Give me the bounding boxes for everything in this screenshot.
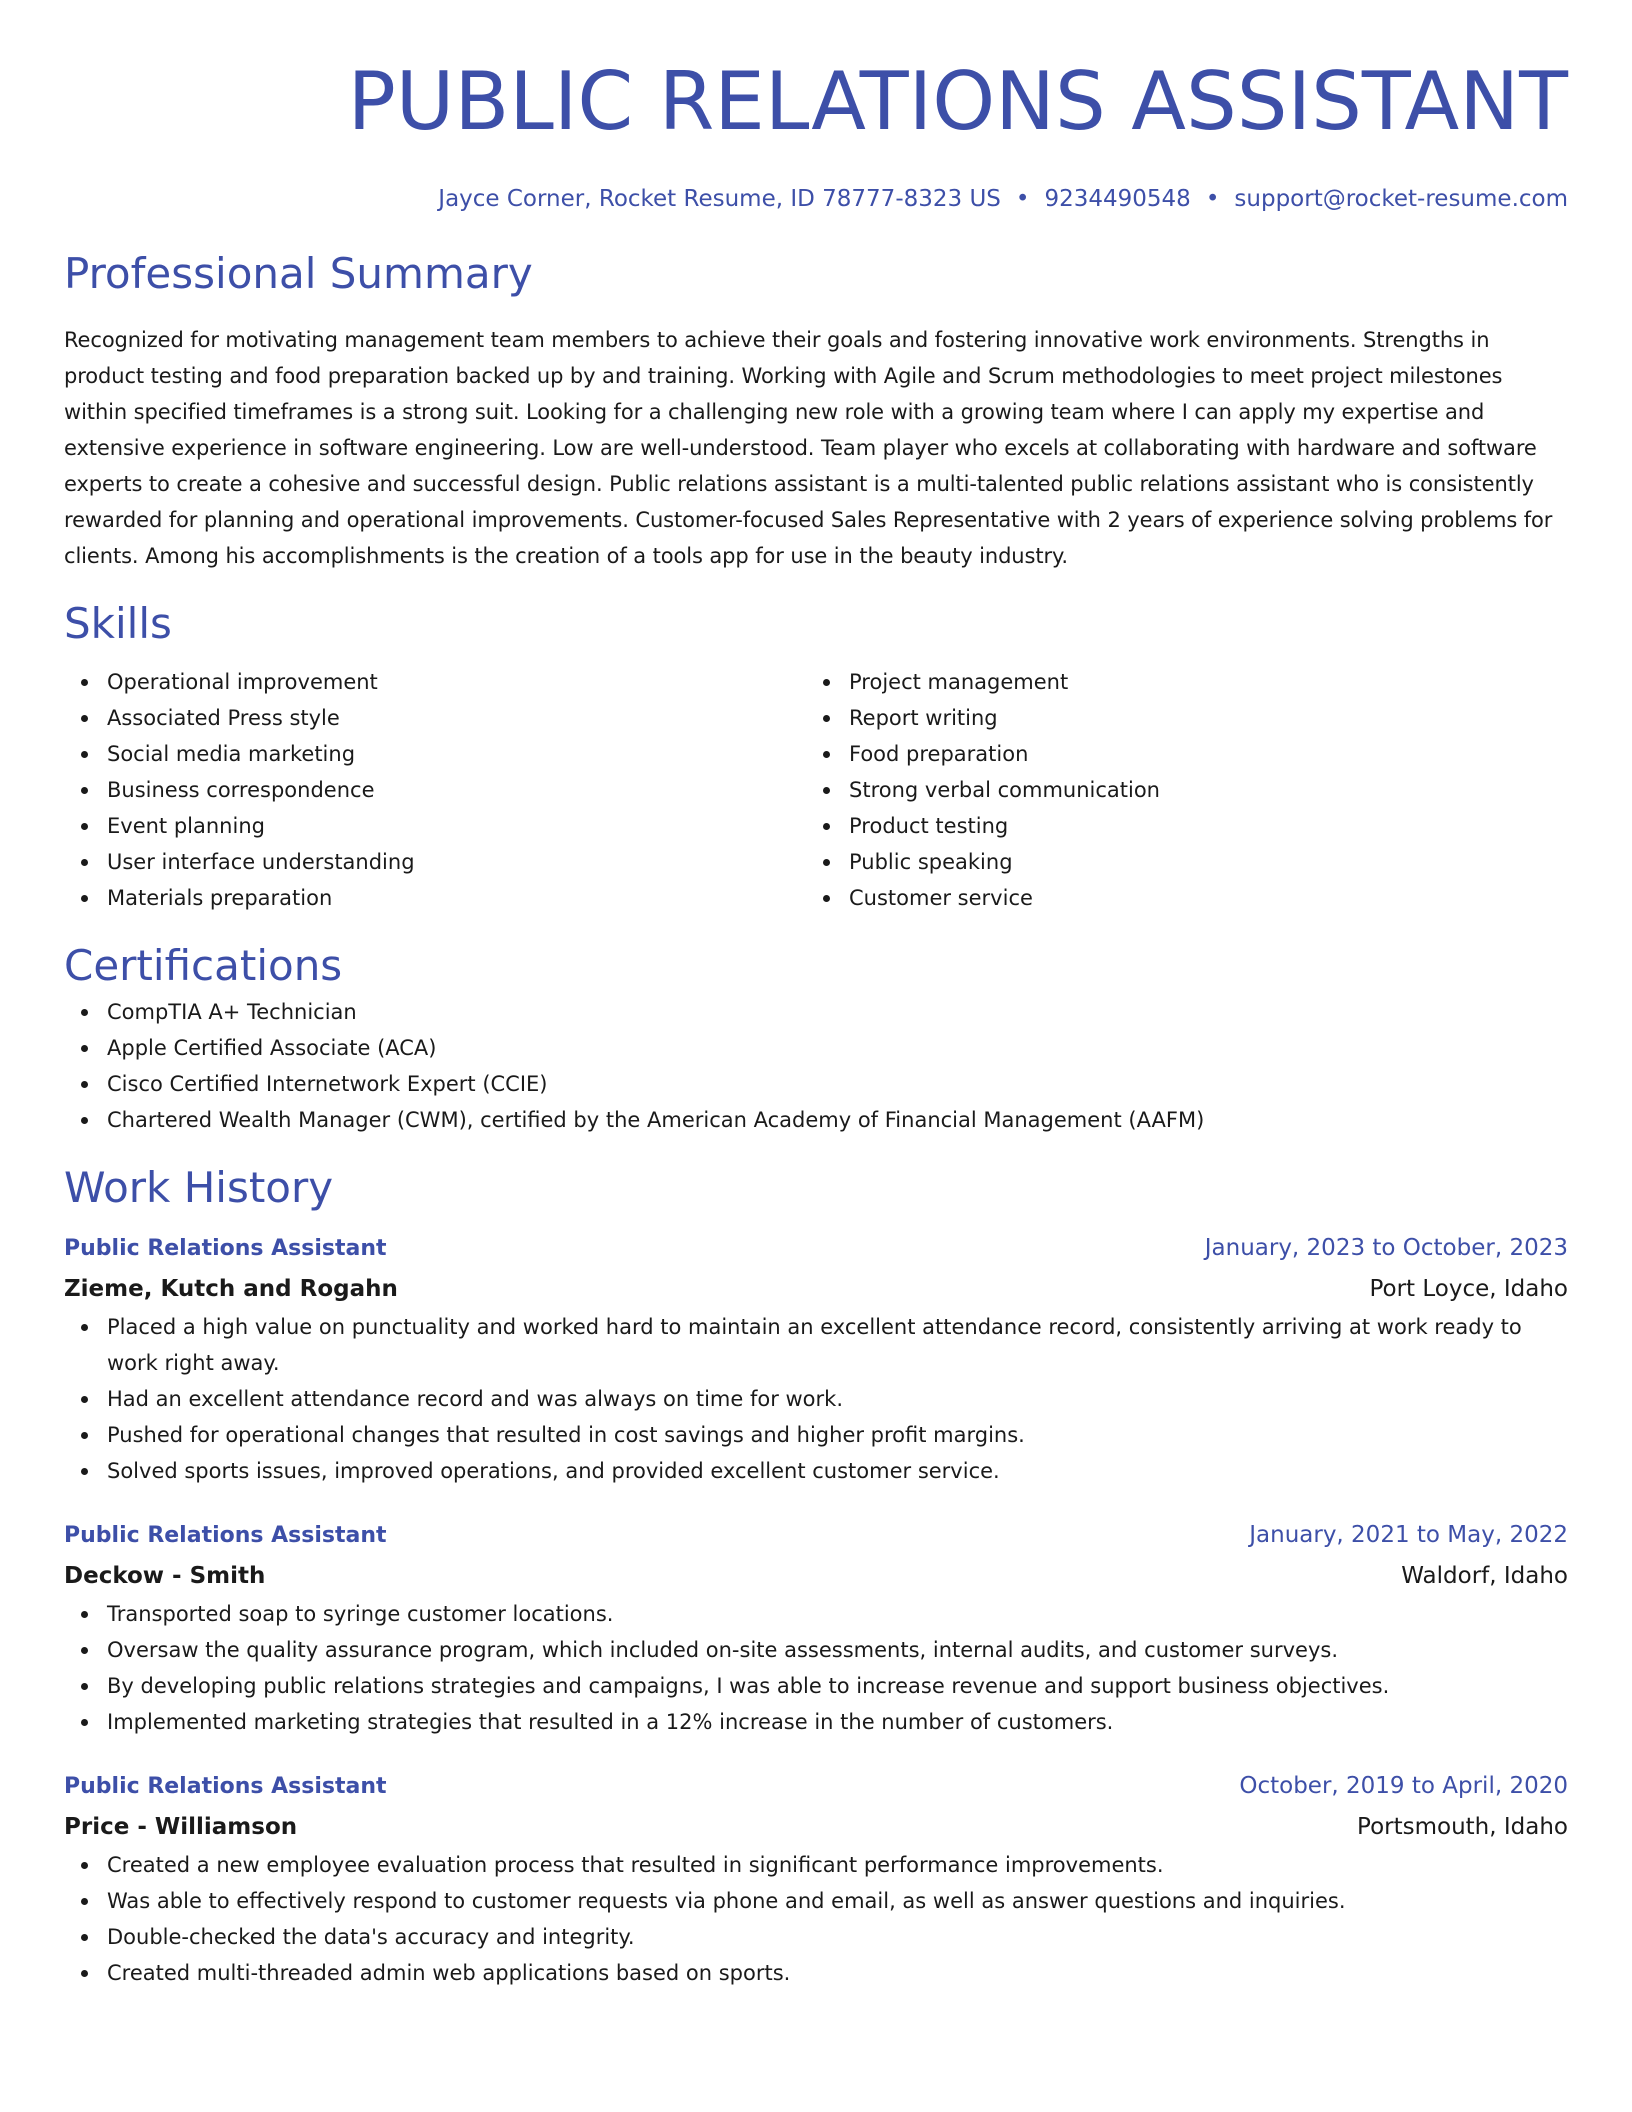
skill-item: Report writing — [849, 700, 1548, 736]
job-location: Portsmouth, Idaho — [1357, 1814, 1568, 1840]
summary-text: Recognized for motivating management team members to achieve their goals and fostering innovative work environments. Strengths in product testing and food preparation backed up by and training. Working with Agile and Scrum methodologies to meet project milestones within specified timeframes is a strong suit. Looking for a challenging new role with a growing team where I can apply my expertise and extensive experience in software engineering. Low are well-understood. Team player who excels at collaborating with hardware and software experts to create a cohesive and successful design. Public relations assistant is a multi-talented public relations assistant who is consistently rewarded for planning and operational improvements. Customer-focused Sales Representative with 2 years of experience solving problems for clients. Among his accomplishments is the creation of a tools app for use in the beauty industry. — [64, 328, 1553, 568]
job-location: Port Loyce, Idaho — [1369, 1276, 1568, 1302]
skill-item: Customer service — [849, 880, 1548, 916]
job-bullet-list — [64, 1309, 1568, 1489]
skills-list-right — [806, 664, 1548, 916]
summary-heading: Professional Summary — [64, 249, 533, 298]
job-header-row — [64, 1228, 1568, 1269]
job-bullet: Implemented marketing strategies that resulted in a 12% increase in the number of customers. — [107, 1704, 1568, 1740]
job-company: Deckow - Smith — [64, 1563, 266, 1589]
job-bullet: Created a new employee evaluation process that resulted in significant performance improvements. — [107, 1847, 1568, 1883]
job-bullet: Was able to effectively respond to customer requests via phone and email, as well as answer questions and inquiries. — [107, 1883, 1568, 1919]
job-bullet: Created multi-threaded admin web applications based on sports. — [107, 1955, 1568, 1991]
resume-header — [64, 0, 1568, 216]
job-bullet: Solved sports issues, improved operations, and provided excellent customer service. — [107, 1453, 1568, 1489]
contact-phone: 9234490548 — [1044, 186, 1191, 212]
job-company: Zieme, Kutch and Rogahn — [64, 1276, 398, 1302]
skills-column-right — [806, 664, 1548, 916]
job-bullet: Placed a high value on punctuality and worked hard to maintain an excellent attendance record, consistently arriving at work ready to work right away. — [107, 1309, 1568, 1381]
work-history-heading: Work History — [64, 1163, 334, 1212]
job-bullet-list — [64, 1596, 1568, 1740]
job-role: Public Relations Assistant — [64, 1523, 387, 1548]
skill-item: Materials preparation — [107, 880, 806, 916]
skills-heading: Skills — [64, 599, 172, 648]
certifications-heading: Certifications — [64, 941, 343, 990]
skills-column-left — [64, 664, 806, 916]
contact-address: Jayce Corner, Rocket Resume, ID 78777-8323 US — [438, 186, 1001, 212]
job-dates: January, 2023 to October, 2023 — [1204, 1235, 1568, 1261]
job-bullet: Double-checked the data's accuracy and integrity. — [107, 1919, 1568, 1955]
certification-item: Chartered Wealth Manager (CWM), certified by the American Academy of Financial Management (AAFM) — [107, 1102, 1568, 1138]
certification-item: CompTIA A+ Technician — [107, 994, 1568, 1030]
job-role: Public Relations Assistant — [64, 1774, 387, 1799]
job-bullet: Transported soap to syringe customer locations. — [107, 1596, 1568, 1632]
skill-item: Project management — [849, 664, 1548, 700]
job-company: Price - Williamson — [64, 1814, 298, 1840]
skills-grid — [64, 664, 1568, 916]
job-bullet: Oversaw the quality assurance program, which included on-site assessments, internal audits, and customer surveys. — [107, 1632, 1568, 1668]
job-role: Public Relations Assistant — [64, 1236, 387, 1261]
skill-item: Associated Press style — [107, 700, 806, 736]
certification-item: Apple Certified Associate (ACA) — [107, 1030, 1568, 1066]
skill-item: User interface understanding — [107, 844, 806, 880]
skill-item: Strong verbal communication — [849, 772, 1548, 808]
job-company-row — [64, 1556, 1568, 1596]
job-header-row — [64, 1515, 1568, 1556]
skills-list-left — [64, 664, 806, 916]
job-bullet: Had an excellent attendance record and was always on time for work. — [107, 1381, 1568, 1417]
job-entry — [64, 1766, 1568, 1991]
contact-separator: • — [1015, 186, 1030, 212]
job-bullet: By developing public relations strategies and campaigns, I was able to increase revenue and support business objectives. — [107, 1668, 1568, 1704]
job-dates: October, 2019 to April, 2020 — [1239, 1773, 1568, 1799]
contact-email: support@rocket-resume.com — [1234, 186, 1568, 212]
skill-item: Event planning — [107, 808, 806, 844]
contact-line — [64, 182, 1568, 216]
skill-item: Operational improvement — [107, 664, 806, 700]
page-title: PUBLIC RELATIONS ASSISTANT — [347, 55, 1568, 148]
certifications-list — [64, 994, 1568, 1138]
certification-item: Cisco Certified Internetwork Expert (CCIE) — [107, 1066, 1568, 1102]
skill-item: Food preparation — [849, 736, 1548, 772]
job-bullet: Pushed for operational changes that resulted in cost savings and higher profit margins. — [107, 1417, 1568, 1453]
job-company-row — [64, 1269, 1568, 1309]
job-entry — [64, 1515, 1568, 1740]
job-company-row — [64, 1807, 1568, 1847]
job-bullet-list — [64, 1847, 1568, 1991]
skill-item: Public speaking — [849, 844, 1548, 880]
resume-page — [64, 0, 1568, 1991]
job-location: Waldorf, Idaho — [1401, 1563, 1568, 1589]
job-header-row — [64, 1766, 1568, 1807]
job-dates: January, 2021 to May, 2022 — [1249, 1522, 1568, 1548]
job-entry — [64, 1228, 1568, 1489]
contact-separator: • — [1205, 186, 1220, 212]
skill-item: Business correspondence — [107, 772, 806, 808]
skill-item: Social media marketing — [107, 736, 806, 772]
skill-item: Product testing — [849, 808, 1548, 844]
